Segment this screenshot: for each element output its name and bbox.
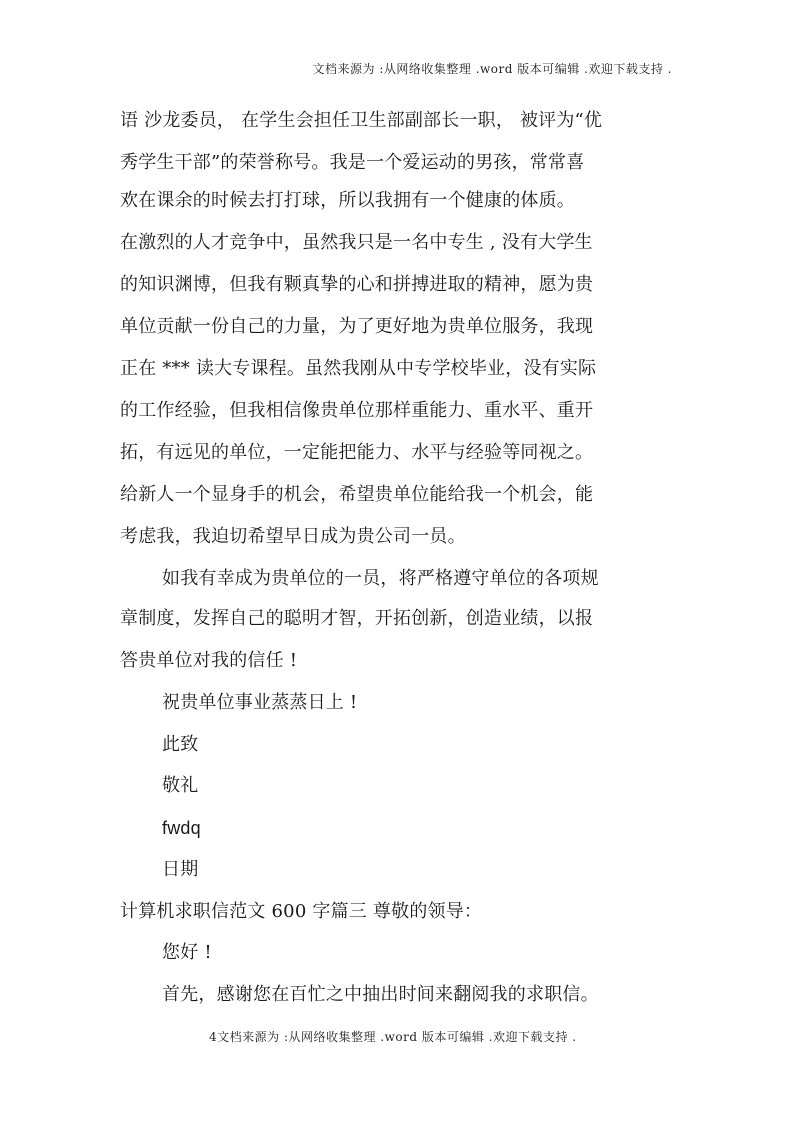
body-line: 秀学生干部”的荣誉称号。我是一个爱运动的男孩，常常喜 <box>120 152 585 173</box>
body-line: 给新人一个显身手的机会，希望贵单位能给我一个机会，能 <box>120 484 594 505</box>
greeting: 您好 ! <box>162 942 212 963</box>
body-line: 章制度，发挥自己的聪明才智，开拓创新，创造业绩，以报 <box>120 608 594 629</box>
body-line: 的工作经验，但我相信像贵单位那样重能力、重水平、重开 <box>120 400 594 421</box>
body-line: 在激烈的人才竞争中，虽然我只是一名中专生 , 没有大学生 <box>120 232 593 253</box>
body-line: 正在 *** 读大专课程。虽然我刚从中专学校毕业，没有实际 <box>120 358 597 379</box>
page-number: 4 <box>209 1030 218 1044</box>
body-line: 单位贡献一份自己的力量，为了更好地为贵单位服务，我现 <box>120 316 594 337</box>
page-footer <box>209 1028 577 1045</box>
body-line: 考虑我，我迫切希望早日成为贵公司一员。 <box>120 526 466 547</box>
footer-text: 文档来源为 :从网络收集整理 .word 版本可编辑 .欢迎下载支持 . <box>217 1030 577 1044</box>
closing-salutation: 此致 <box>162 734 199 755</box>
body-line: 答贵单位对我的信任 ! <box>120 650 298 671</box>
body-line: 拓，有远见的单位，一定能把能力、水平与经验等同视之。 <box>120 442 594 463</box>
closing-regards: 敬礼 <box>162 775 199 796</box>
body-line: 首先，感谢您在百忙之中抽出时间来翻阅我的求职信。 <box>162 984 599 1005</box>
body-line: 如我有幸成为贵单位的一员，将严格遵守单位的各项规 <box>162 568 599 589</box>
body-line: 欢在课余的时候去打打球，所以我拥有一个健康的体质。 <box>120 190 575 211</box>
section-title: 计算机求职信范文 600 字篇三 尊敬的领导： <box>120 901 483 922</box>
page-header: 文档来源为 :从网络收集整理 .word 版本可编辑 .欢迎下载支持 . <box>312 62 672 76</box>
body-line: 语 沙龙委员， 在学生会担任卫生部副部长一职， 被评为“优 <box>120 110 603 131</box>
body-line: 的知识渊博，但我有颗真挚的心和拼搏进取的精神，愿为贵 <box>120 274 594 295</box>
closing-wish: 祝贵单位事业蒸蒸日上 ! <box>162 692 358 713</box>
signature: fwdq <box>162 818 201 838</box>
date-label: 日期 <box>162 859 199 880</box>
